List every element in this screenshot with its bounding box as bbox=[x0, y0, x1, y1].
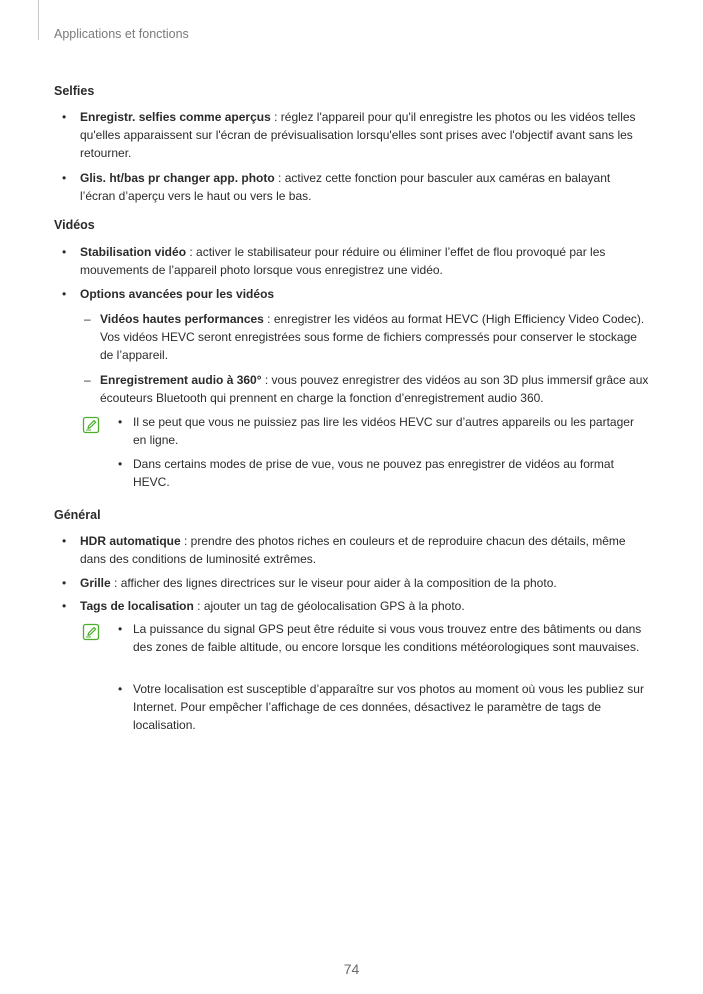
note-text: Votre localisation est susceptible d’apparaître sur vos photos au moment où vous les publiez sur Internet. Pour empêcher l’affichage de ces données, désactivez le paramètre de tags de localisation. bbox=[133, 682, 644, 732]
dash: – bbox=[84, 312, 91, 326]
note-text: Il se peut que vous ne puissiez pas lire les vidéos HEVC sur d’autres appareils ou les partager en ligne. bbox=[133, 415, 634, 447]
item-text: : réglez l'appareil pour qu'il enregistre les photos ou les vidéos telles qu'elles apparaissent sur l'écran de prévisualisation lorsqu'elles sont prises avec l'objectif avant sans les retourner. bbox=[80, 110, 636, 160]
section-title-videos: Vidéos bbox=[54, 218, 95, 232]
note-item bbox=[118, 680, 648, 734]
note-pencil-icon bbox=[82, 623, 100, 641]
running-header: Applications et fonctions bbox=[54, 27, 189, 41]
item-term: Grille bbox=[80, 576, 111, 590]
note-item bbox=[118, 413, 648, 449]
item-text: : ajouter un tag de géolocalisation GPS à la photo. bbox=[193, 599, 465, 613]
item-term: Tags de localisation bbox=[80, 599, 194, 613]
bullet: • bbox=[118, 682, 123, 696]
page-number: 74 bbox=[343, 961, 360, 977]
item-text: : activez cette fonction pour basculer aux caméras en balayant l’écran d’aperçu vers le haut ou vers le bas. bbox=[80, 171, 611, 203]
list-item bbox=[62, 243, 647, 279]
note-item bbox=[118, 620, 648, 656]
note-text: La puissance du signal GPS peut être réduite si vous vous trouvez entre des bâtiments ou dans des zones de faible altitude, ou encore lorsque les conditions météorologiques sont mauvaises. bbox=[133, 622, 642, 654]
item-term: Glis. ht/bas pr changer app. photo bbox=[80, 171, 275, 185]
list-item bbox=[62, 597, 647, 615]
item-term: Vidéos hautes performances bbox=[100, 312, 264, 326]
item-text: : prendre des photos riches en couleurs et de reproduire chacun des détails, même dans des conditions de luminosité extrêmes. bbox=[80, 534, 626, 566]
list-item bbox=[62, 108, 647, 162]
bullet: • bbox=[62, 534, 67, 548]
bullet: • bbox=[118, 457, 123, 471]
bullet: • bbox=[62, 245, 67, 259]
item-term: Enregistr. selfies comme aperçus bbox=[80, 110, 271, 124]
item-text: : activer le stabilisateur pour réduire ou éliminer l’effet de flou provoqué par les mouvements de l’appareil photo lorsque vous enregistrez une vidéo. bbox=[80, 245, 606, 277]
sub-list-item bbox=[84, 371, 649, 407]
list-item bbox=[62, 285, 647, 303]
list-item bbox=[62, 169, 647, 205]
item-text: : enregistrer les vidéos au format HEVC (High Efficiency Video Codec). Vos vidéos HEVC seront enregistrées sous forme de fichiers compressés pour conserver le stockage de l’appareil. bbox=[100, 312, 645, 362]
bullet: • bbox=[62, 110, 67, 124]
dash: – bbox=[84, 373, 91, 387]
item-term: Stabilisation vidéo bbox=[80, 245, 187, 259]
list-item bbox=[62, 574, 647, 592]
item-text: : afficher des lignes directrices sur le viseur pour aider à la composition de la photo. bbox=[110, 576, 557, 590]
section-title-selfies: Selfies bbox=[54, 84, 95, 98]
item-text: : vous pouvez enregistrer des vidéos au son 3D plus immersif grâce aux écouteurs Bluetooth qui prennent en charge la fonction d’enregistrement audio 360. bbox=[100, 373, 649, 405]
sub-list-item bbox=[84, 310, 649, 364]
item-term: Enregistrement audio à 360° bbox=[100, 373, 262, 387]
item-term: Options avancées pour les vidéos bbox=[80, 287, 275, 301]
bullet: • bbox=[62, 287, 67, 301]
note-pencil-icon bbox=[82, 416, 100, 434]
bullet: • bbox=[62, 576, 67, 590]
section-title-general: Général bbox=[54, 508, 101, 522]
item-term: HDR automatique bbox=[80, 534, 181, 548]
bullet: • bbox=[118, 622, 123, 636]
header-divider bbox=[38, 0, 39, 40]
note-text: Dans certains modes de prise de vue, vous ne pouvez pas enregistrer de vidéos au format HEVC. bbox=[133, 457, 614, 489]
bullet: • bbox=[62, 599, 67, 613]
bullet: • bbox=[62, 171, 67, 185]
note-item bbox=[118, 455, 648, 491]
bullet: • bbox=[118, 415, 123, 429]
list-item bbox=[62, 532, 647, 568]
